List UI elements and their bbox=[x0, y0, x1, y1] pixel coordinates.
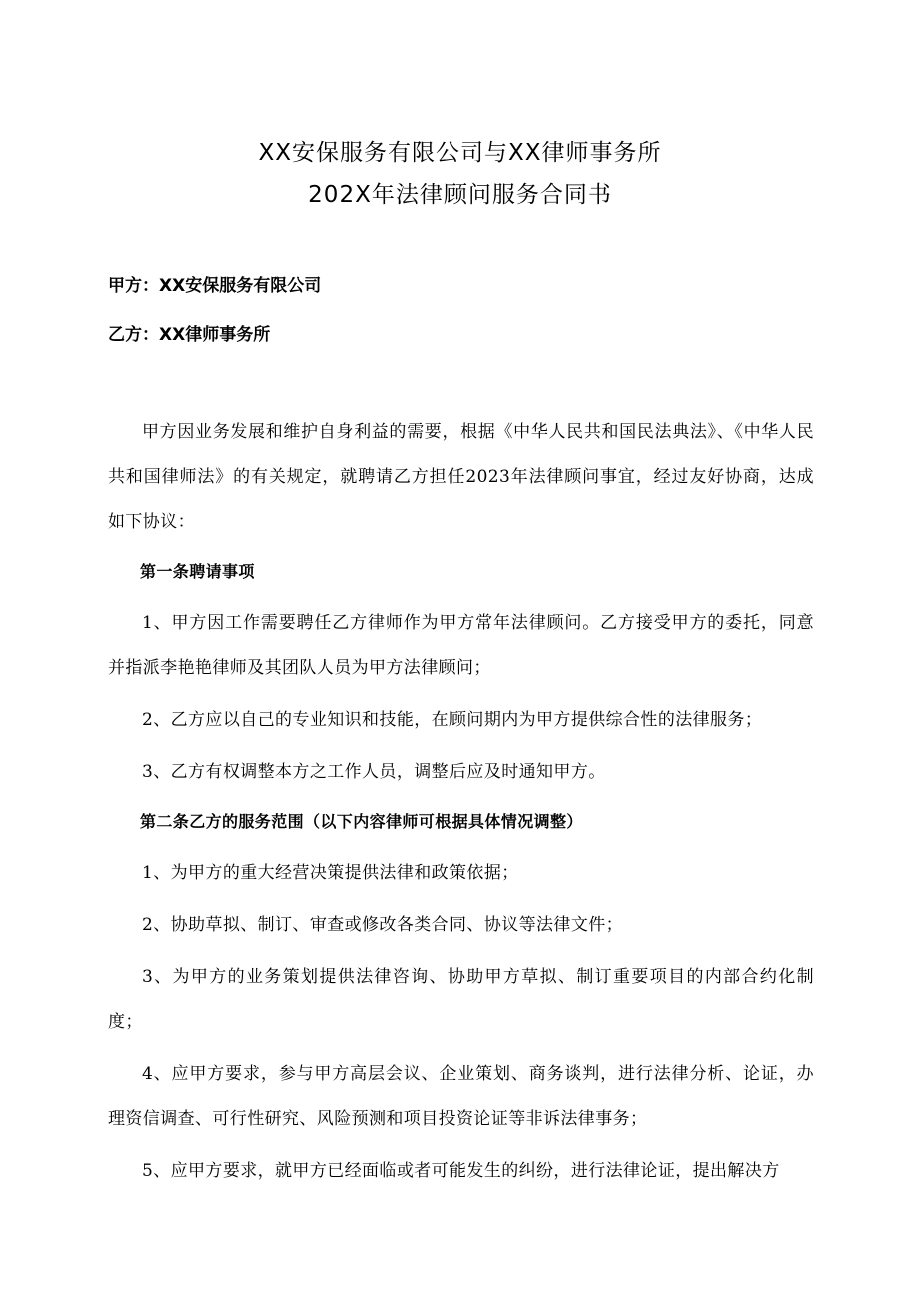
party-a: 甲方：XX安保服务有限公司 bbox=[108, 276, 322, 296]
article-1-clause-3: 3、乙方有权调整本方之工作人员，调整后应及时通知甲方。 bbox=[142, 762, 606, 782]
article-2-clause-2: 2、协助草拟、制订、审查或修改各类合同、协议等法律文件； bbox=[142, 915, 624, 935]
article-1-clause-1: 1、甲方因工作需要聘任乙方律师作为甲方常年法律顾问。乙方接受甲方的委托，同意并指派李艳艳律师及其团队人员为甲方法律顾问； bbox=[108, 613, 814, 678]
contract-body bbox=[108, 410, 814, 1194]
preamble-paragraph: 甲方因业务发展和维护自身利益的需要，根据《中华人民共和国民法典法》、《中华人民共和国律师法》的有关规定，就聘请乙方担任2023年法律顾问事宜，经过友好协商，达成如下协议： bbox=[108, 422, 814, 532]
article-2-clause-1: 1、为甲方的重大经营决策提供法律和政策依据； bbox=[142, 863, 519, 883]
title-line-2: 202X年法律顾问服务合同书 bbox=[308, 182, 612, 208]
contract-title bbox=[0, 132, 920, 216]
article-1-heading: 第一条聘请事项 bbox=[140, 562, 255, 581]
article-2-heading: 第二条乙方的服务范围（以下内容律师可根据具体情况调整） bbox=[140, 812, 583, 831]
article-2-clause-5: 5、应甲方要求，就甲方已经面临或者可能发生的纠纷，进行法律论证，提出解决方 bbox=[142, 1161, 780, 1181]
party-b: 乙方：XX律师事务所 bbox=[108, 325, 271, 345]
article-1-clause-2: 2、乙方应以自己的专业知识和技能，在顾问期内为甲方提供综合性的法律服务； bbox=[142, 710, 763, 730]
article-2-clause-3: 3、为甲方的业务策划提供法律咨询、协助甲方草拟、制订重要项目的内部合约化制度； bbox=[108, 967, 814, 1032]
article-2-clause-4: 4、应甲方要求，参与甲方高层会议、企业策划、商务谈判，进行法律分析、论证，办理资信调查、可行性研究、风险预测和项目投资论证等非诉法律事务； bbox=[108, 1064, 814, 1129]
title-line-1: XX安保服务有限公司与XX律师事务所 bbox=[258, 140, 662, 166]
